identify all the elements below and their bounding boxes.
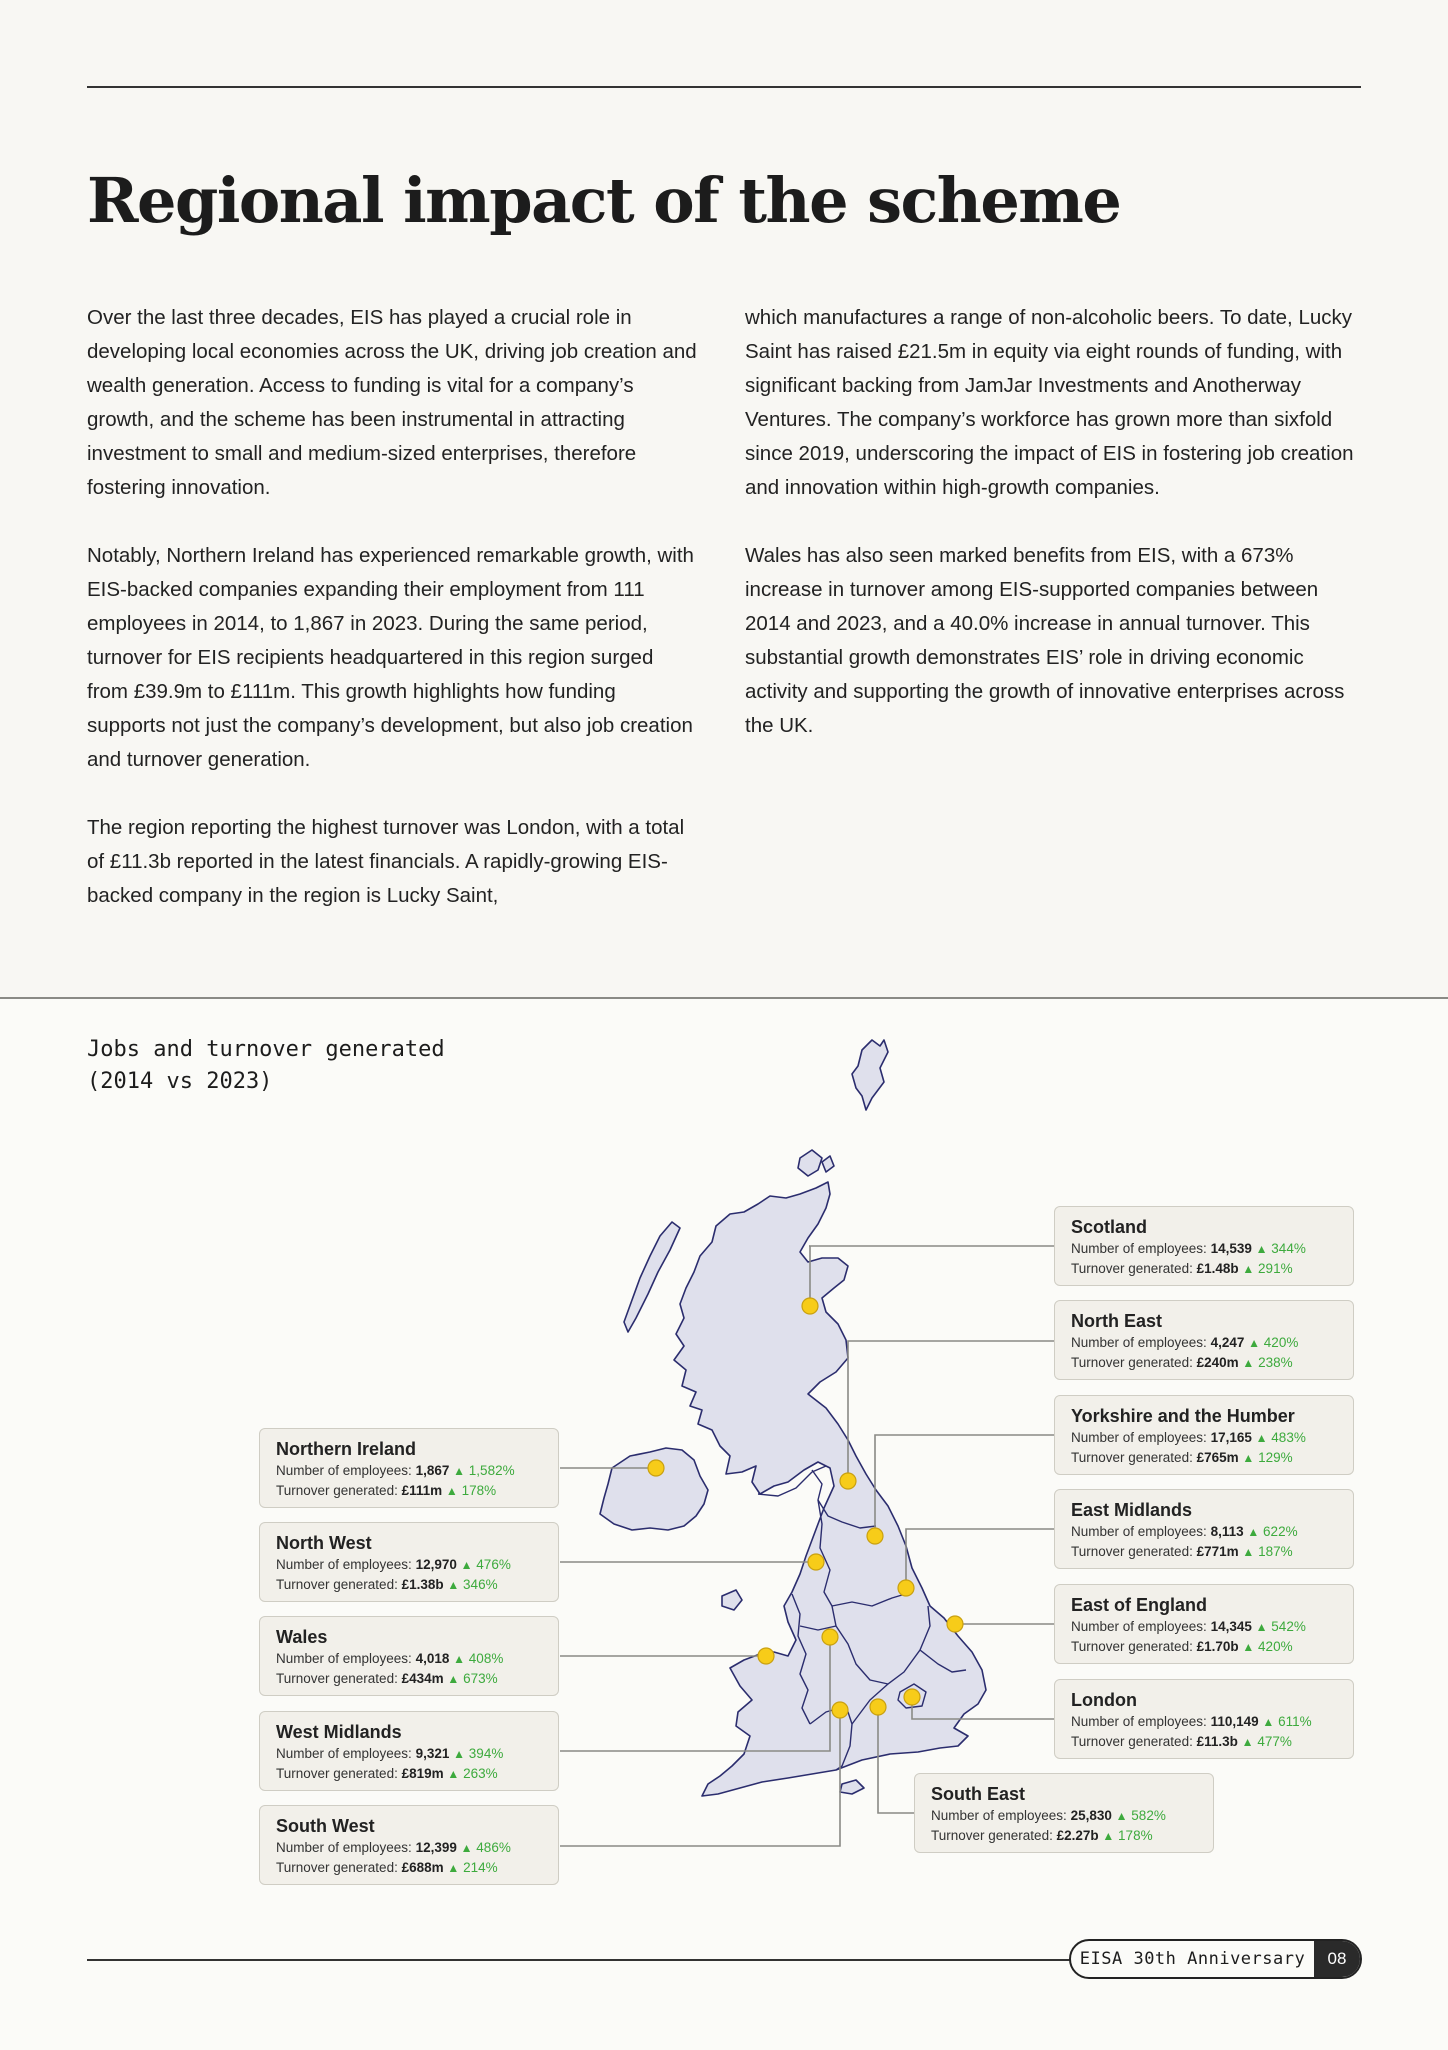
marker-north-west xyxy=(808,1554,824,1570)
map-title-line2: (2014 vs 2023) xyxy=(87,1069,273,1094)
employees-change: 408% xyxy=(468,1651,504,1666)
employees-value: 4,247 xyxy=(1210,1335,1245,1350)
turnover-label: Turnover generated: xyxy=(1071,1639,1193,1654)
increase-triangle-icon: ▲ xyxy=(453,1652,466,1666)
turnover-label: Turnover generated: xyxy=(1071,1544,1193,1559)
turnover-value: £1.38b xyxy=(401,1577,444,1592)
paragraph: The region reporting the highest turnover was London, with a total of £11.3b reported in the latest financials. A rapidly-growing EIS-backed company in the region is Lucky Saint, xyxy=(87,816,685,907)
isle-of-wight xyxy=(840,1780,864,1794)
turnover-change: 238% xyxy=(1258,1355,1293,1370)
turnover-label: Turnover generated: xyxy=(276,1671,398,1686)
turnover-value: £819m xyxy=(401,1766,444,1781)
region-card-south-west xyxy=(259,1805,559,1885)
connector-scotland xyxy=(810,1246,1054,1306)
employees-change: 486% xyxy=(476,1840,511,1855)
footer-label: EISA 30th Anniversary xyxy=(1079,1949,1306,1969)
increase-triangle-icon: ▲ xyxy=(1242,1451,1255,1465)
employees-value: 110,149 xyxy=(1210,1714,1259,1729)
increase-triangle-icon: ▲ xyxy=(1255,1242,1268,1256)
increase-triangle-icon: ▲ xyxy=(1102,1829,1115,1843)
orkney-islands xyxy=(822,1156,834,1172)
employees-label: Number of employees: xyxy=(1071,1619,1207,1634)
region-name: London xyxy=(1071,1690,1137,1710)
anglesey xyxy=(722,1590,742,1610)
turnover-row xyxy=(1071,1259,1337,1279)
shetland-islands xyxy=(852,1040,888,1110)
turnover-change: 187% xyxy=(1258,1544,1293,1559)
orkney-islands xyxy=(798,1150,822,1176)
employees-value: 14,539 xyxy=(1210,1241,1252,1256)
turnover-row xyxy=(1071,1542,1337,1562)
employees-row xyxy=(1071,1712,1337,1732)
increase-triangle-icon: ▲ xyxy=(447,1861,460,1875)
employees-label: Number of employees: xyxy=(276,1746,412,1761)
employees-row xyxy=(1071,1239,1337,1259)
marker-northern-ireland xyxy=(648,1460,664,1476)
turnover-change: 346% xyxy=(463,1577,498,1592)
turnover-label: Turnover generated: xyxy=(276,1577,398,1592)
region-name: North East xyxy=(1071,1311,1163,1331)
employees-value: 8,113 xyxy=(1210,1524,1244,1539)
turnover-change: 263% xyxy=(463,1766,498,1781)
turnover-value: £11.3b xyxy=(1196,1734,1238,1749)
region-card-north-east xyxy=(1054,1300,1354,1380)
employees-change: 476% xyxy=(476,1557,511,1572)
turnover-value: £240m xyxy=(1196,1355,1239,1370)
turnover-value: £771m xyxy=(1196,1544,1239,1559)
turnover-value: £688m xyxy=(401,1860,444,1875)
turnover-label: Turnover generated: xyxy=(276,1766,398,1781)
employees-change: 394% xyxy=(468,1746,504,1761)
turnover-label: Turnover generated: xyxy=(1071,1261,1193,1276)
marker-scotland xyxy=(802,1298,818,1314)
turnover-value: £2.27b xyxy=(1056,1828,1099,1843)
footer-rule xyxy=(87,1959,1072,1961)
region-name: South East xyxy=(931,1784,1026,1804)
increase-triangle-icon: ▲ xyxy=(447,1578,460,1592)
employees-label: Number of employees: xyxy=(1071,1524,1207,1539)
employees-value: 25,830 xyxy=(1070,1808,1112,1823)
turnover-label: Turnover generated: xyxy=(276,1860,398,1875)
increase-triangle-icon: ▲ xyxy=(447,1672,460,1686)
turnover-row xyxy=(1071,1353,1337,1373)
employees-row xyxy=(276,1555,542,1575)
employees-label: Number of employees: xyxy=(1071,1714,1207,1729)
turnover-value: £765m xyxy=(1196,1450,1239,1465)
employees-row xyxy=(1071,1522,1337,1542)
paragraph: Over the last three decades, EIS has played a crucial role in developing local economies across the UK, driving job creation and wealth generation. Access to funding is vital for a company’s growth, and the scheme has been instrumental in attracting investment to small and medium-sized enterprises, therefore fostering innovation. xyxy=(87,306,697,499)
employees-label: Number of employees: xyxy=(931,1808,1067,1823)
turnover-label: Turnover generated: xyxy=(931,1828,1053,1843)
employees-label: Number of employees: xyxy=(276,1463,412,1478)
employees-change: 1,582% xyxy=(468,1463,515,1478)
region-card-north-west xyxy=(259,1522,559,1602)
employees-row xyxy=(276,1838,542,1858)
marker-london xyxy=(904,1689,920,1705)
employees-change: 622% xyxy=(1263,1524,1298,1539)
increase-triangle-icon: ▲ xyxy=(1262,1715,1275,1729)
region-card-northern-ireland xyxy=(259,1428,559,1508)
increase-triangle-icon: ▲ xyxy=(1242,1545,1255,1559)
employees-row xyxy=(1071,1617,1337,1637)
employees-value: 4,018 xyxy=(415,1651,450,1666)
region-card-london xyxy=(1054,1679,1354,1759)
turnover-label: Turnover generated: xyxy=(1071,1734,1193,1749)
turnover-label: Turnover generated: xyxy=(1071,1450,1193,1465)
employees-change: 483% xyxy=(1271,1430,1306,1445)
turnover-change: 420% xyxy=(1258,1639,1293,1654)
turnover-change: 291% xyxy=(1258,1261,1293,1276)
outer-hebrides xyxy=(624,1222,680,1332)
marker-east-of-england xyxy=(947,1616,963,1632)
increase-triangle-icon: ▲ xyxy=(460,1841,473,1855)
increase-triangle-icon: ▲ xyxy=(1241,1735,1254,1749)
employees-row xyxy=(931,1806,1197,1826)
turnover-row xyxy=(276,1858,542,1878)
increase-triangle-icon: ▲ xyxy=(1242,1640,1255,1654)
employees-value: 17,165 xyxy=(1210,1430,1252,1445)
turnover-row xyxy=(276,1481,542,1501)
region-name: Wales xyxy=(276,1627,328,1647)
employees-row xyxy=(276,1649,542,1669)
region-card-scotland xyxy=(1054,1206,1354,1286)
region-name: Northern Ireland xyxy=(276,1439,417,1459)
employees-label: Number of employees: xyxy=(276,1557,412,1572)
region-card-wales xyxy=(259,1616,559,1696)
increase-triangle-icon: ▲ xyxy=(1242,1356,1255,1370)
employees-row xyxy=(276,1744,542,1764)
turnover-change: 214% xyxy=(463,1860,498,1875)
employees-change: 420% xyxy=(1263,1335,1299,1350)
marker-west-midlands xyxy=(822,1629,838,1645)
marker-east-midlands xyxy=(898,1580,914,1596)
turnover-value: £111m xyxy=(401,1483,443,1498)
turnover-label: Turnover generated: xyxy=(276,1483,398,1498)
employees-row xyxy=(276,1461,542,1481)
region-card-west-midlands xyxy=(259,1711,559,1791)
turnover-row xyxy=(276,1764,542,1784)
employees-value: 12,970 xyxy=(415,1557,457,1572)
turnover-row xyxy=(276,1575,542,1595)
increase-triangle-icon: ▲ xyxy=(447,1767,460,1781)
increase-triangle-icon: ▲ xyxy=(1255,1431,1268,1445)
marker-north-east xyxy=(840,1473,856,1489)
increase-triangle-icon: ▲ xyxy=(445,1484,458,1498)
region-card-yorkshire-and-the-humber xyxy=(1054,1395,1354,1475)
turnover-label: Turnover generated: xyxy=(1071,1355,1193,1370)
employees-label: Number of employees: xyxy=(1071,1430,1207,1445)
marker-south-east xyxy=(870,1699,886,1715)
turnover-change: 178% xyxy=(1118,1828,1153,1843)
employees-change: 582% xyxy=(1131,1808,1166,1823)
turnover-change: 129% xyxy=(1258,1450,1293,1465)
marker-south-west xyxy=(832,1702,848,1718)
increase-triangle-icon: ▲ xyxy=(1242,1262,1255,1276)
turnover-change: 673% xyxy=(463,1671,498,1686)
employees-label: Number of employees: xyxy=(276,1840,412,1855)
increase-triangle-icon: ▲ xyxy=(1255,1620,1268,1634)
page-number: 08 xyxy=(1314,1941,1360,1977)
region-name: East of England xyxy=(1071,1595,1208,1615)
employees-change: 344% xyxy=(1271,1241,1306,1256)
footer-badge xyxy=(1069,1939,1362,1979)
region-card-east-of-england xyxy=(1054,1584,1354,1664)
employees-value: 12,399 xyxy=(415,1840,457,1855)
turnover-row xyxy=(1071,1448,1337,1468)
employees-label: Number of employees: xyxy=(276,1651,412,1666)
turnover-value: £434m xyxy=(401,1671,444,1686)
increase-triangle-icon: ▲ xyxy=(453,1747,466,1761)
region-card-east-midlands xyxy=(1054,1489,1354,1569)
employees-label: Number of employees: xyxy=(1071,1241,1207,1256)
increase-triangle-icon: ▲ xyxy=(1115,1809,1128,1823)
employees-value: 9,321 xyxy=(415,1746,450,1761)
connector-north-east xyxy=(848,1341,1054,1481)
increase-triangle-icon: ▲ xyxy=(1248,1336,1261,1350)
employees-value: 1,867 xyxy=(415,1463,450,1478)
region-name: Yorkshire and the Humber xyxy=(1071,1406,1295,1426)
connector-east-midlands xyxy=(906,1529,1054,1588)
marker-wales xyxy=(758,1648,774,1664)
employees-change: 542% xyxy=(1271,1619,1306,1634)
turnover-row xyxy=(1071,1637,1337,1657)
turnover-change: 178% xyxy=(461,1483,497,1498)
region-card-south-east xyxy=(914,1773,1214,1853)
page-title: Regional impact of the scheme xyxy=(87,164,1121,237)
region-name: Scotland xyxy=(1071,1217,1148,1237)
increase-triangle-icon: ▲ xyxy=(460,1558,473,1572)
employees-row xyxy=(1071,1333,1337,1353)
map-title-line1: Jobs and turnover generated xyxy=(87,1037,445,1062)
turnover-change: 477% xyxy=(1257,1734,1292,1749)
region-name: West Midlands xyxy=(276,1722,402,1742)
paragraph: Notably, Northern Ireland has experienced remarkable growth, with EIS-backed companies expanding their employment from 111 employees in 2014, to 1,867 in 2023. During the same period, turnover for EIS recipients headquartered in this region surged from £39.9m to £111m. This growth highlights how funding supports not just the company’s development, but also job creation and turnover generation. xyxy=(87,544,694,771)
employees-label: Number of employees: xyxy=(1071,1335,1207,1350)
paragraph: Wales has also seen marked benefits from EIS, with a 673% increase in turnover among EIS-supported companies between 2014 and 2023, and a 40.0% increase in annual turnover. This substantial growth demonstrates EIS’ role in driving economic activity and supporting the growth of innovative enterprises across the UK. xyxy=(745,544,1345,737)
region-name: South West xyxy=(276,1816,375,1836)
marker-yorkshire xyxy=(867,1528,883,1544)
employees-value: 14,345 xyxy=(1210,1619,1252,1634)
employees-row xyxy=(1071,1428,1337,1448)
turnover-row xyxy=(1071,1732,1337,1752)
turnover-value: £1.48b xyxy=(1196,1261,1239,1276)
region-name: North West xyxy=(276,1533,372,1553)
increase-triangle-icon: ▲ xyxy=(453,1464,466,1478)
region-name: East Midlands xyxy=(1071,1500,1193,1520)
increase-triangle-icon: ▲ xyxy=(1247,1525,1260,1539)
connector-yorkshire xyxy=(875,1435,1054,1536)
turnover-value: £1.70b xyxy=(1196,1639,1239,1654)
turnover-row xyxy=(276,1669,542,1689)
employees-change: 611% xyxy=(1278,1714,1312,1729)
turnover-row xyxy=(931,1826,1197,1846)
paragraph: which manufactures a range of non-alcoholic beers. To date, Lucky Saint has raised £21.5m in equity via eight rounds of funding, with significant backing from JamJar Investments and Anotherway Ventures. The company’s workforce has grown more than sixfold since 2019, underscoring the impact of EIS in fostering job creation and innovation within high-growth companies. xyxy=(745,306,1354,499)
